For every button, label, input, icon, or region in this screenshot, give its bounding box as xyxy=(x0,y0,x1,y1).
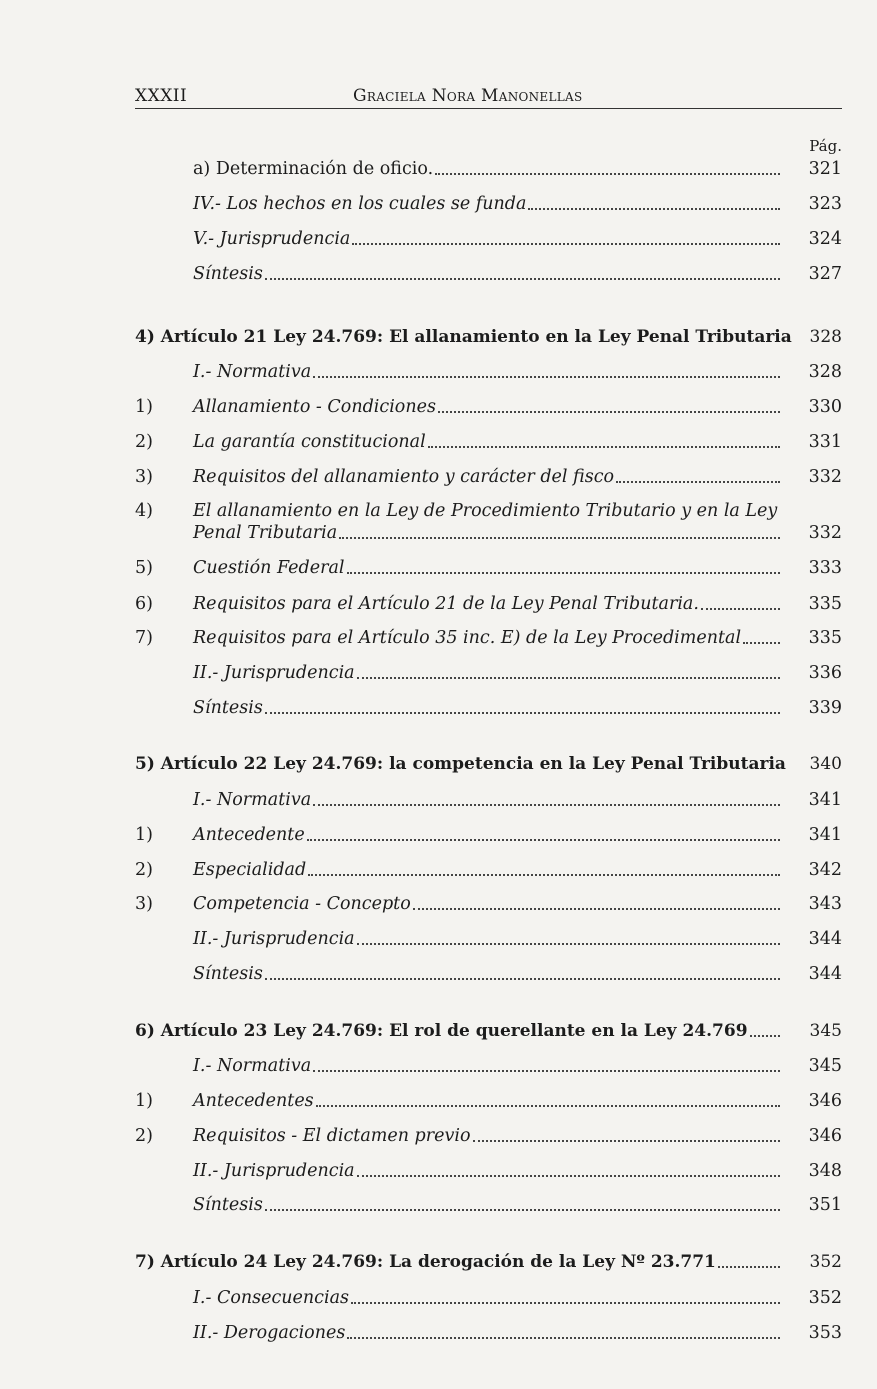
toc-entry-text xyxy=(193,789,782,811)
toc-entry-title: Cuestión Federal xyxy=(193,558,345,578)
toc-entry-text xyxy=(193,697,782,719)
toc-entry xyxy=(135,431,842,461)
dot-leader xyxy=(313,375,780,378)
toc-entry xyxy=(135,158,842,188)
toc-entry xyxy=(135,928,842,958)
toc-entry-title: Síntesis xyxy=(193,264,263,284)
toc-entry-text xyxy=(193,662,782,684)
toc-entry-text xyxy=(193,158,782,180)
toc-entry-text xyxy=(193,1125,782,1147)
toc-entry-text xyxy=(193,263,782,285)
dot-leader xyxy=(313,1069,780,1072)
toc-entry xyxy=(135,396,842,426)
toc-entry-page: 335 xyxy=(808,594,842,614)
dot-leader xyxy=(743,641,780,644)
toc-entry-text xyxy=(193,1287,782,1309)
toc-entry-title: II.- Jurisprudencia xyxy=(193,929,355,949)
dot-leader xyxy=(313,803,780,806)
toc-entry-number: 5) xyxy=(135,558,153,578)
toc-entry-number: 2) xyxy=(135,1126,153,1146)
toc-entry-page: 331 xyxy=(808,432,842,452)
toc-entry-page: 346 xyxy=(808,1126,842,1146)
dot-leader xyxy=(528,207,780,210)
toc-entry-number: 2) xyxy=(135,432,153,452)
dot-leader xyxy=(718,1265,780,1268)
toc-entry-title: a) Determinación de oficio. xyxy=(193,159,434,179)
toc-entry xyxy=(135,1287,842,1317)
toc-entry xyxy=(135,1251,842,1281)
dot-leader xyxy=(352,242,780,245)
running-header xyxy=(135,84,842,109)
toc-entry-title: 5) Artículo 22 Ley 24.769: la competencia en la Ley Penal Tributaria xyxy=(135,754,786,774)
dot-leader xyxy=(339,536,780,539)
toc-entry-page: 344 xyxy=(808,929,842,949)
toc-entry-page: 351 xyxy=(808,1195,842,1215)
toc-entry xyxy=(135,500,842,543)
toc-entry-text xyxy=(193,557,782,579)
toc-entry xyxy=(135,1090,842,1120)
toc-entry-title: Requisitos - El dictamen previo xyxy=(193,1126,471,1146)
toc-entry-text xyxy=(193,1194,782,1216)
toc-entry-title: Requisitos para el Artículo 21 de la Ley Penal Tributaria. xyxy=(193,594,699,614)
toc-entry-text xyxy=(193,593,782,615)
toc-entry-text xyxy=(193,859,782,881)
toc-entry-text xyxy=(135,1251,782,1273)
toc-entry-number: 7) xyxy=(135,628,153,648)
toc-entry xyxy=(135,697,842,727)
toc-entry-title: Competencia - Concepto xyxy=(193,894,411,914)
dot-leader xyxy=(265,1208,780,1211)
toc-entry-title: Allanamiento - Condiciones xyxy=(193,397,436,417)
toc-entry xyxy=(135,753,842,783)
toc-entry xyxy=(135,1125,842,1155)
toc-entry xyxy=(135,593,842,623)
dot-leader xyxy=(357,1174,780,1177)
toc-entry-title: Especialidad xyxy=(193,860,307,880)
toc-entry-page: 343 xyxy=(808,894,842,914)
dot-leader xyxy=(347,571,781,574)
toc-entry xyxy=(135,1055,842,1085)
toc-entry-title: II.- Jurisprudencia xyxy=(193,663,355,683)
toc-entry xyxy=(135,859,842,889)
dot-leader xyxy=(357,676,780,679)
toc-entry-page: 345 xyxy=(809,1021,842,1041)
toc-entry xyxy=(135,789,842,819)
toc-entry-title: I.- Normativa xyxy=(193,362,312,382)
toc-entry-page: 324 xyxy=(808,229,842,249)
toc-entry xyxy=(135,824,842,854)
toc-entry-title: Síntesis xyxy=(193,964,263,984)
toc-entry xyxy=(135,662,842,692)
dot-leader xyxy=(265,711,780,714)
toc-entry-text xyxy=(193,396,782,418)
toc-entry-text xyxy=(135,1020,782,1042)
toc-entry-number: 1) xyxy=(135,825,153,845)
toc-entry-page: 323 xyxy=(808,194,842,214)
toc-entry-page: 332 xyxy=(808,523,842,543)
toc-entry-page: 352 xyxy=(808,1288,842,1308)
toc-entry xyxy=(135,228,842,258)
toc-entry-number: 4) xyxy=(135,501,153,521)
toc-entry xyxy=(135,361,842,391)
toc-entry xyxy=(135,963,842,993)
toc-entry-title: Penal Tributaria xyxy=(193,523,338,543)
page-column-label: Pág. xyxy=(809,137,842,155)
dot-leader xyxy=(413,907,780,910)
toc-entry-title: Antecedentes xyxy=(193,1091,314,1111)
toc-entry-page: 342 xyxy=(808,860,842,880)
toc-entry-number: 1) xyxy=(135,397,153,417)
toc-entry-page: 341 xyxy=(808,825,842,845)
toc-entry-text xyxy=(193,1322,782,1344)
toc-entry-text xyxy=(193,193,782,215)
dot-leader xyxy=(438,410,780,413)
toc-entry-page: 330 xyxy=(808,397,842,417)
toc-entry-title: II.- Jurisprudencia xyxy=(193,1161,355,1181)
dot-leader xyxy=(435,172,780,175)
toc-entry-page: 328 xyxy=(808,362,842,382)
toc-entry-title: I.- Consecuencias xyxy=(193,1288,349,1308)
toc-entry-text xyxy=(193,1090,782,1112)
toc-entry-page: 335 xyxy=(808,628,842,648)
toc-entry-page: 346 xyxy=(808,1091,842,1111)
dot-leader xyxy=(428,445,780,448)
toc-entry-title: 6) Artículo 23 Ley 24.769: El rol de querellante en la Ley 24.769 xyxy=(135,1021,748,1041)
toc-entry xyxy=(135,263,842,293)
toc-entry xyxy=(135,326,842,356)
toc-entry-page: 327 xyxy=(808,264,842,284)
toc-entry-page: 344 xyxy=(808,964,842,984)
dot-leader xyxy=(616,480,780,483)
toc-entry-title: I.- Normativa xyxy=(193,790,312,810)
dot-leader xyxy=(265,977,780,980)
toc-entry-page: 345 xyxy=(808,1056,842,1076)
toc-entry-page: 328 xyxy=(809,327,842,347)
toc-entry-number: 2) xyxy=(135,860,153,880)
toc-entry-text xyxy=(193,361,782,383)
dot-leader xyxy=(265,277,780,280)
toc-entry-text xyxy=(193,1055,782,1077)
toc-entry-title: I.- Normativa xyxy=(193,1056,312,1076)
toc-entry-text xyxy=(135,326,792,348)
toc-entry-title: IV.- Los hechos en los cuales se funda xyxy=(193,194,527,214)
toc-entry xyxy=(135,627,842,657)
header-author: Graciela Nora Manonellas xyxy=(353,86,583,106)
toc-entry-text xyxy=(193,431,782,453)
toc-entry-page: 333 xyxy=(808,558,842,578)
header-page-number: XXXII xyxy=(135,86,188,106)
toc-entry-text xyxy=(193,893,782,915)
dot-leader xyxy=(347,1336,780,1339)
toc-entry-title: 7) Artículo 24 Ley 24.769: La derogación de la Ley Nº 23.771 xyxy=(135,1252,716,1272)
toc-entry-title: La garantía constitucional xyxy=(193,432,426,452)
toc-entry-number: 3) xyxy=(135,467,153,487)
toc-entry-page: 332 xyxy=(808,467,842,487)
dot-leader xyxy=(750,1034,780,1037)
toc-entry-page: 336 xyxy=(808,663,842,683)
toc-entry xyxy=(135,1322,842,1352)
dot-leader xyxy=(307,838,780,841)
toc-entry-page: 321 xyxy=(808,159,842,179)
toc-entry xyxy=(135,1194,842,1224)
toc-entry xyxy=(135,466,842,496)
dot-leader xyxy=(701,607,780,610)
toc-entry-text xyxy=(193,1160,782,1182)
toc-entry-text xyxy=(193,928,782,950)
dot-leader xyxy=(351,1301,780,1304)
toc-entry-page: 341 xyxy=(808,790,842,810)
toc-entry-number: 6) xyxy=(135,594,153,614)
toc-entry-text xyxy=(135,753,786,775)
dot-leader xyxy=(357,942,780,945)
toc-entry-page: 352 xyxy=(809,1252,842,1272)
toc-entry-title: II.- Derogaciones xyxy=(193,1323,346,1343)
toc-entry xyxy=(135,1020,842,1050)
toc-entry-page: 348 xyxy=(808,1161,842,1181)
toc-entry-text xyxy=(193,466,782,488)
toc-entry xyxy=(135,557,842,587)
toc-entry-title: Síntesis xyxy=(193,698,263,718)
toc-entry-page: 339 xyxy=(808,698,842,718)
toc-entry-title-line1: El allanamiento en la Ley de Procedimiento Tributario y en la Ley xyxy=(193,501,778,521)
toc-entry-text xyxy=(193,963,782,985)
toc-entry xyxy=(135,193,842,223)
toc-entry-number: 1) xyxy=(135,1091,153,1111)
toc-entry-text xyxy=(193,500,782,544)
toc-entry-text xyxy=(193,228,782,250)
toc-entry-title: V.- Jurisprudencia xyxy=(193,229,351,249)
toc-entry-text xyxy=(193,824,782,846)
toc-entry-title: Antecedente xyxy=(193,825,305,845)
toc-entry-title: Requisitos del allanamiento y carácter del fisco xyxy=(193,467,615,487)
toc-entry-title: Requisitos para el Artículo 35 inc. E) de la Ley Procedimental xyxy=(193,628,742,648)
toc-entry-number: 3) xyxy=(135,894,153,914)
toc-entry-title: 4) Artículo 21 Ley 24.769: El allanamiento en la Ley Penal Tributaria xyxy=(135,327,792,347)
toc-entry-text xyxy=(193,627,782,649)
dot-leader xyxy=(316,1104,780,1107)
toc-entry-page: 353 xyxy=(808,1323,842,1343)
dot-leader xyxy=(473,1139,781,1142)
toc-entry xyxy=(135,893,842,923)
toc-entry xyxy=(135,1160,842,1190)
toc-entry-page: 340 xyxy=(809,754,842,774)
dot-leader xyxy=(308,873,780,876)
toc-entry-title: Síntesis xyxy=(193,1195,263,1215)
